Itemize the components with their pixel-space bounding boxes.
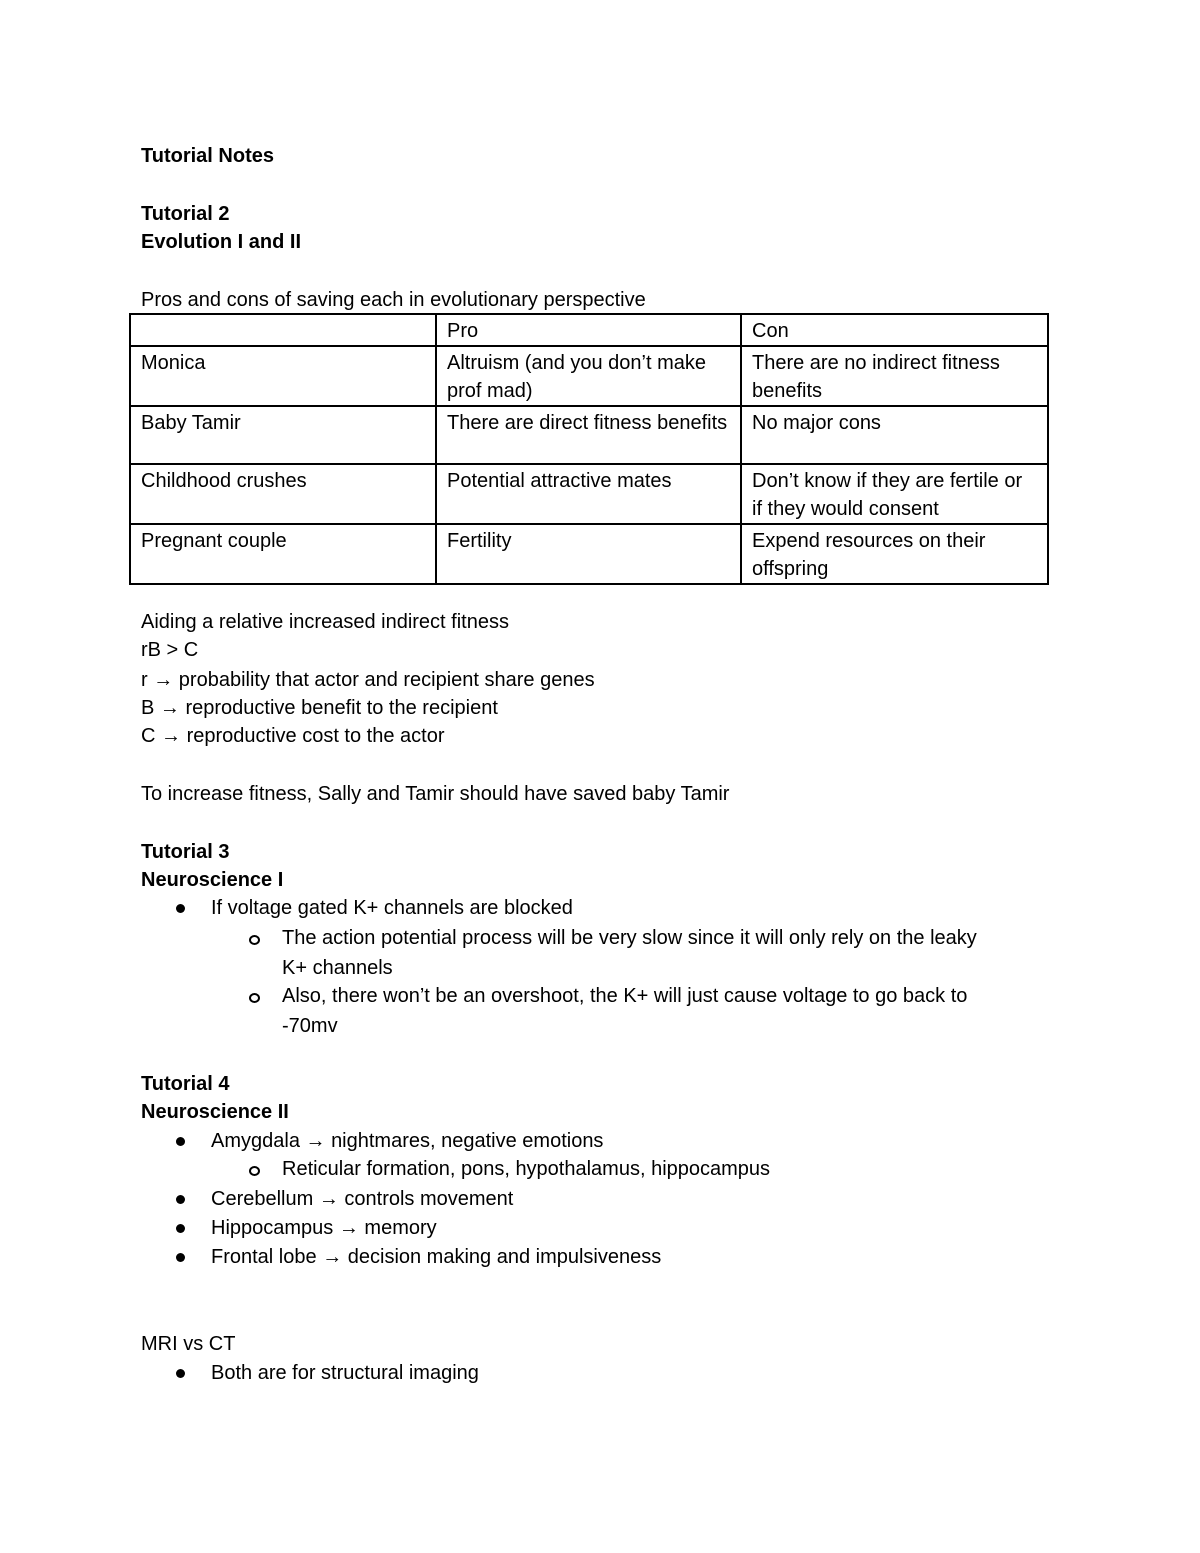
bullet-icon xyxy=(176,1137,185,1146)
hamilton-rule: rB > C xyxy=(141,639,199,661)
table-cell-con: Don’t know if they are fertile or if they would consent xyxy=(741,464,1048,524)
term: Cerebellum xyxy=(211,1188,314,1210)
table-cell-con: No major cons xyxy=(741,406,1048,464)
mri-ct-heading: MRI vs CT xyxy=(141,1333,236,1355)
definition-text: reproductive benefit to the recipient xyxy=(185,697,498,719)
table-row xyxy=(130,464,1048,524)
table-header-row xyxy=(130,314,1048,346)
definition-text: decision making and impulsiveness xyxy=(347,1246,662,1268)
sub-list-item: Reticular formation, pons, hypothalamus, hippocampus xyxy=(282,1158,771,1180)
list-item xyxy=(211,1243,661,1271)
list-item xyxy=(211,1127,603,1155)
bullet-icon xyxy=(176,904,185,913)
symbol-c: C xyxy=(141,725,156,747)
table-header-cell xyxy=(130,314,436,346)
sub-bullet-icon xyxy=(249,1166,260,1176)
definition-c xyxy=(141,722,445,750)
list-item: If voltage gated K+ channels are blocked xyxy=(211,897,573,919)
sub-list-item-line: K+ channels xyxy=(282,957,393,979)
table-cell-pro: Potential attractive mates xyxy=(436,464,741,524)
definition-b xyxy=(141,694,498,722)
term: Frontal lobe xyxy=(211,1246,317,1268)
bullet-icon xyxy=(176,1195,185,1204)
definition-text: probability that actor and recipient share genes xyxy=(178,669,595,691)
table-row xyxy=(130,524,1048,584)
table-cell-name: Childhood crushes xyxy=(130,464,436,524)
right-arrow-icon: → xyxy=(305,1130,326,1152)
conclusion-line: To increase fitness, Sally and Tamir should have saved baby Tamir xyxy=(141,783,730,805)
bullet-icon xyxy=(176,1224,185,1233)
right-arrow-icon: → xyxy=(318,1188,339,1210)
list-item xyxy=(211,1185,513,1213)
tutorial-3-heading: Tutorial 3 xyxy=(141,841,230,863)
right-arrow-icon: → xyxy=(161,725,182,747)
document-title: Tutorial Notes xyxy=(141,145,274,167)
tutorial-4-heading: Tutorial 4 xyxy=(141,1073,230,1095)
term: Hippocampus xyxy=(211,1217,334,1239)
symbol-r: r xyxy=(141,669,148,691)
definition-text: nightmares, negative emotions xyxy=(331,1130,604,1152)
table-cell-con: There are no indirect fitness benefits xyxy=(741,346,1048,406)
sub-list-item-line: -70mv xyxy=(282,1015,338,1037)
symbol-b: B xyxy=(141,697,155,719)
right-arrow-icon: → xyxy=(322,1246,343,1268)
table-cell-con: Expend resources on their offspring xyxy=(741,524,1048,584)
table-cell-pro: Fertility xyxy=(436,524,741,584)
tutorial-4-subheading: Neuroscience II xyxy=(141,1101,289,1123)
table-cell-name: Baby Tamir xyxy=(130,406,436,464)
sub-list-item-line: The action potential process will be very slow since it will only rely on the leaky xyxy=(282,927,977,949)
list-item: Both are for structural imaging xyxy=(211,1362,479,1384)
term: Amygdala xyxy=(211,1130,300,1152)
definition-r xyxy=(141,666,595,694)
table-header-cell: Pro xyxy=(436,314,741,346)
bullet-icon xyxy=(176,1369,185,1378)
table-cell-name: Monica xyxy=(130,346,436,406)
definition-text: reproductive cost to the actor xyxy=(186,725,445,747)
sub-list-item-line: Also, there won’t be an overshoot, the K+ will just cause voltage to go back to xyxy=(282,985,968,1007)
right-arrow-icon: → xyxy=(338,1217,359,1239)
list-item xyxy=(211,1214,437,1242)
table-cell-name: Pregnant couple xyxy=(130,524,436,584)
tutorial-2-subheading: Evolution I and II xyxy=(141,231,301,253)
table-row xyxy=(130,406,1048,464)
indirect-fitness-line: Aiding a relative increased indirect fitness xyxy=(141,611,509,633)
table-header-cell: Con xyxy=(741,314,1048,346)
pros-cons-table xyxy=(129,313,1049,585)
table-intro: Pros and cons of saving each in evolutionary perspective xyxy=(141,289,646,311)
table-row xyxy=(130,346,1048,406)
right-arrow-icon: → xyxy=(153,669,174,691)
sub-bullet-icon xyxy=(249,993,260,1003)
right-arrow-icon: → xyxy=(159,697,180,719)
definition-text: memory xyxy=(364,1217,437,1239)
bullet-icon xyxy=(176,1253,185,1262)
table-cell-pro: Altruism (and you don’t make prof mad) xyxy=(436,346,741,406)
tutorial-2-heading: Tutorial 2 xyxy=(141,203,230,225)
definition-text: controls movement xyxy=(344,1188,514,1210)
sub-bullet-icon xyxy=(249,935,260,945)
table-cell-pro: There are direct fitness benefits xyxy=(436,406,741,464)
tutorial-3-subheading: Neuroscience I xyxy=(141,869,284,891)
